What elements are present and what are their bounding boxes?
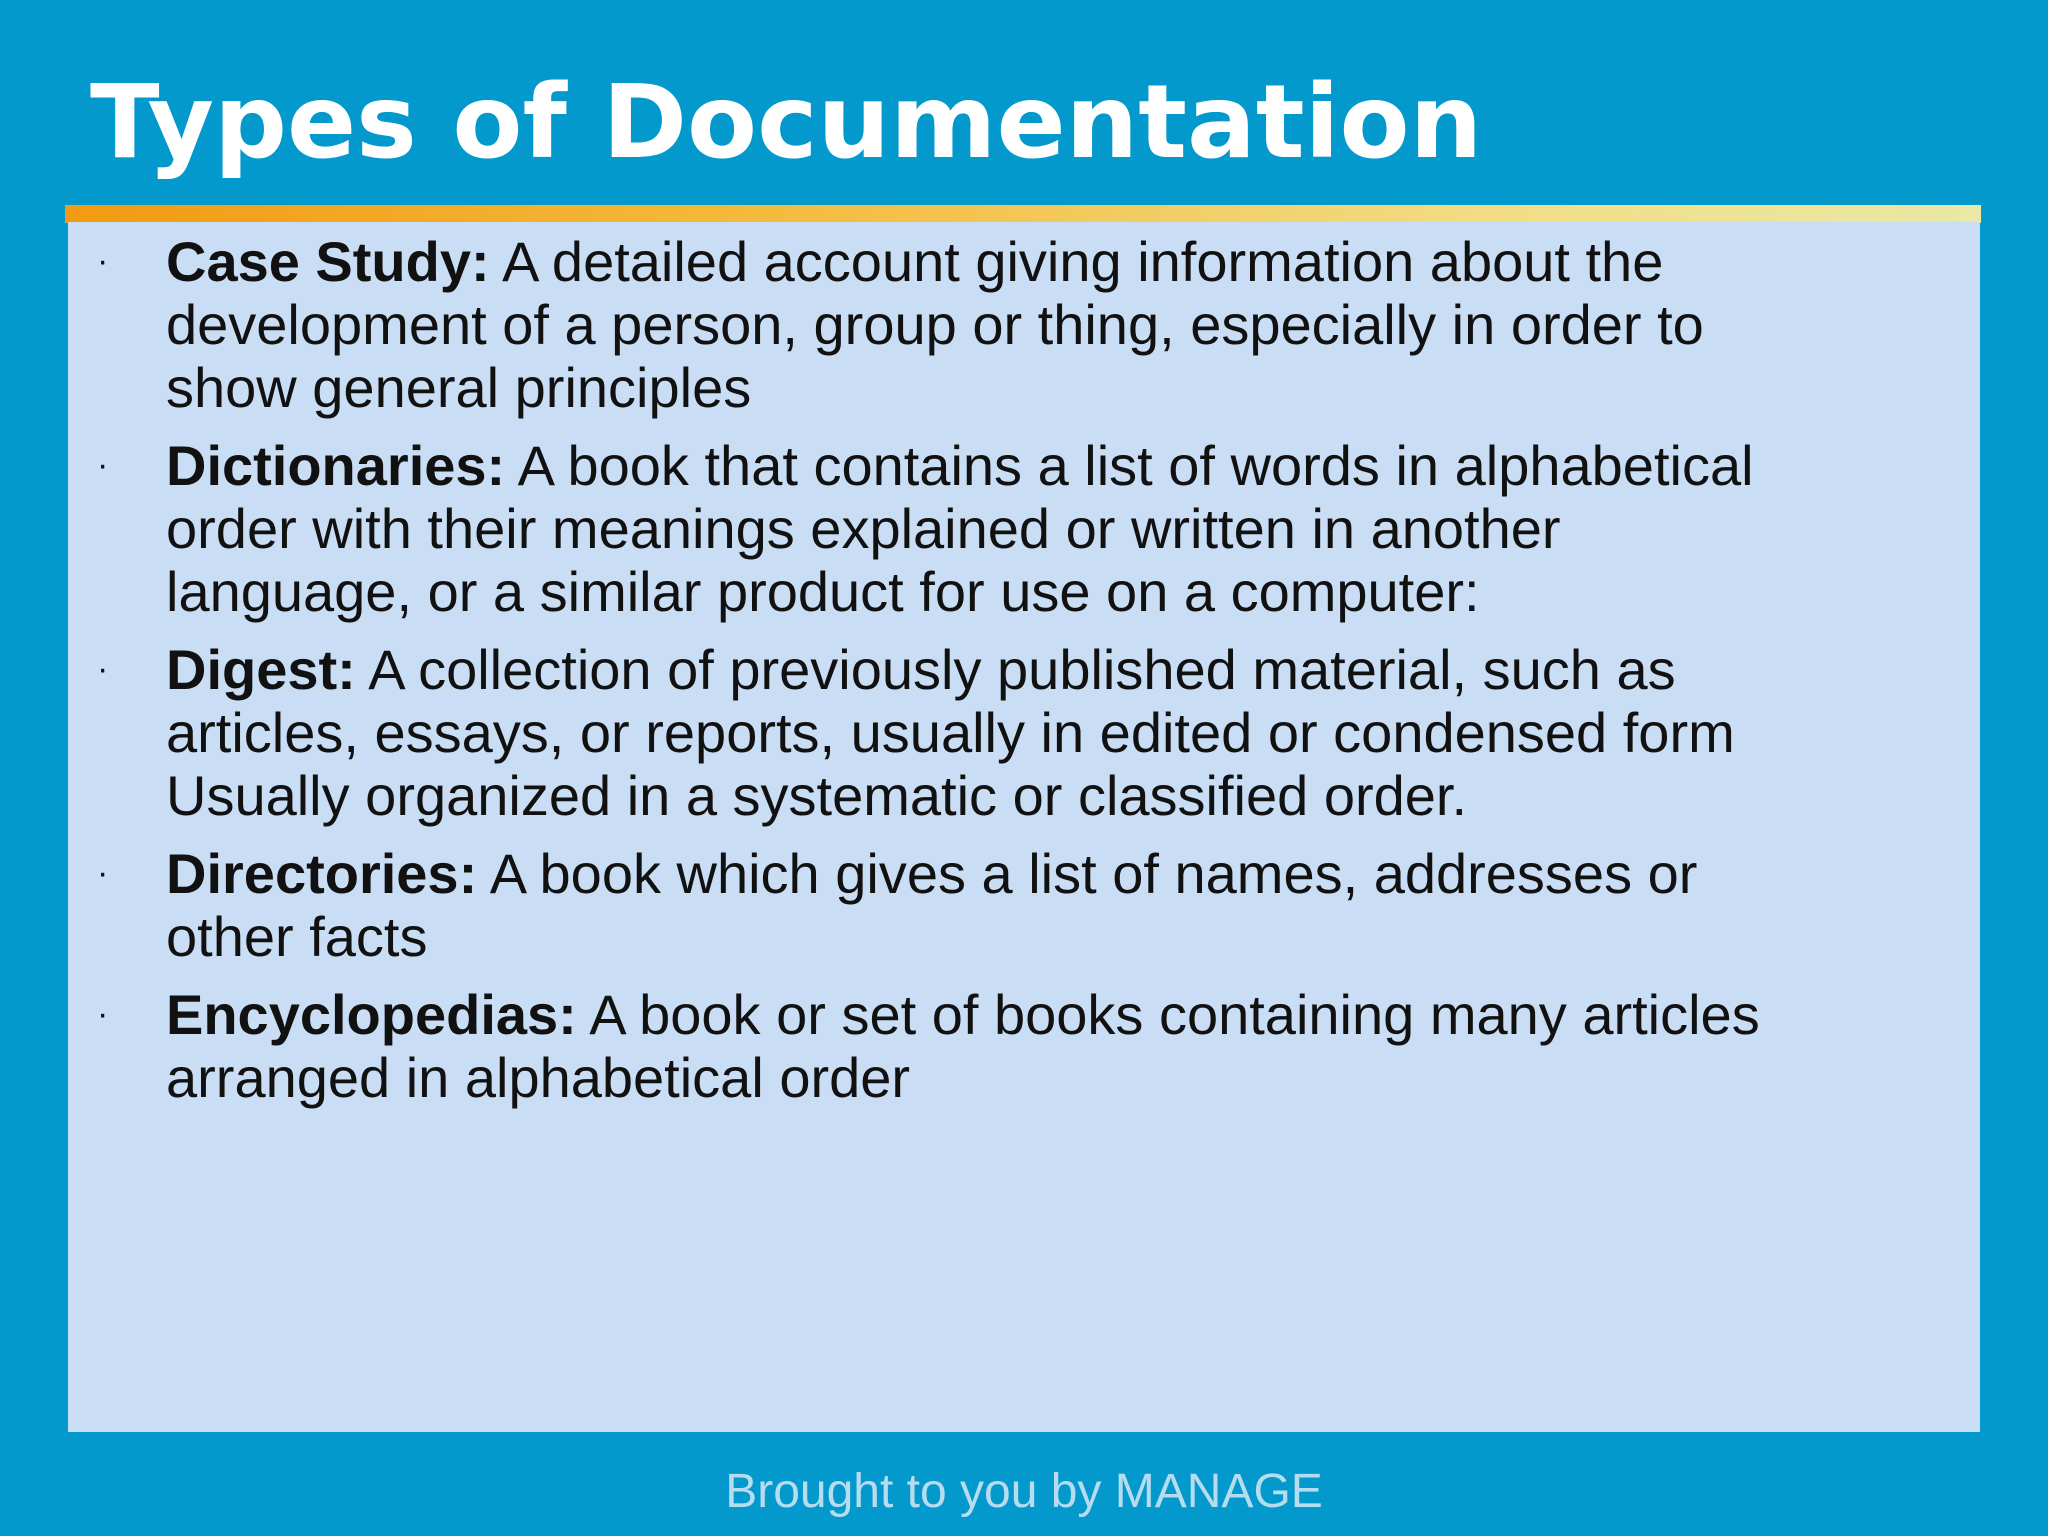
bullet-dot-icon: ·	[97, 446, 109, 484]
definition-line: articles, essays, or reports, usually in edited or condensed form	[166, 701, 1735, 764]
definition-line	[166, 638, 1960, 701]
list-item-encyclopedias	[68, 983, 1980, 1109]
definition-text: A book or set of books containing many articles	[589, 983, 1760, 1046]
footer-credit: Brought to you by MANAGE	[725, 1465, 1323, 1518]
term-label: Dictionaries:	[166, 434, 506, 497]
definition-text: A detailed account giving information about the	[502, 230, 1664, 293]
definition-line: development of a person, group or thing, especially in order to	[166, 293, 1704, 356]
bullet-list	[68, 230, 1980, 1124]
definition-line: show general principles	[166, 356, 752, 419]
term-label: Encyclopedias:	[166, 983, 577, 1046]
definition-line: language, or a similar product for use on a computer:	[166, 560, 1480, 623]
term-label: Case Study:	[166, 230, 490, 293]
definition-line: Usually organized in a systematic or classified order.	[166, 764, 1468, 827]
definition-line: arranged in alphabetical order	[166, 1046, 911, 1109]
definition-text: A collection of previously published material, such as	[368, 638, 1676, 701]
term-label: Digest:	[166, 638, 356, 701]
list-item-dictionaries	[68, 434, 1980, 623]
definition-line	[166, 434, 1960, 497]
definition-line	[166, 230, 1960, 293]
definition-text: A book that contains a list of words in alphabetical	[517, 434, 1754, 497]
list-item-case-study	[68, 230, 1980, 419]
list-item-digest	[68, 638, 1980, 827]
definition-line	[166, 983, 1960, 1046]
term-label: Directories:	[166, 842, 478, 905]
bullet-dot-icon: ·	[97, 854, 109, 892]
bullet-dot-icon: ·	[97, 995, 109, 1033]
definition-line: other facts	[166, 905, 428, 968]
title-underline-bar	[65, 205, 1981, 223]
bullet-dot-icon: ·	[97, 242, 109, 280]
definition-text: A book which gives a list of names, addresses or	[489, 842, 1698, 905]
list-item-directories	[68, 842, 1980, 968]
definition-line: order with their meanings explained or written in another	[166, 497, 1561, 560]
bullet-dot-icon: ·	[97, 650, 109, 688]
slide-title: Types of Documentation	[90, 63, 1483, 182]
content-panel	[68, 222, 1980, 1432]
definition-line	[166, 842, 1960, 905]
